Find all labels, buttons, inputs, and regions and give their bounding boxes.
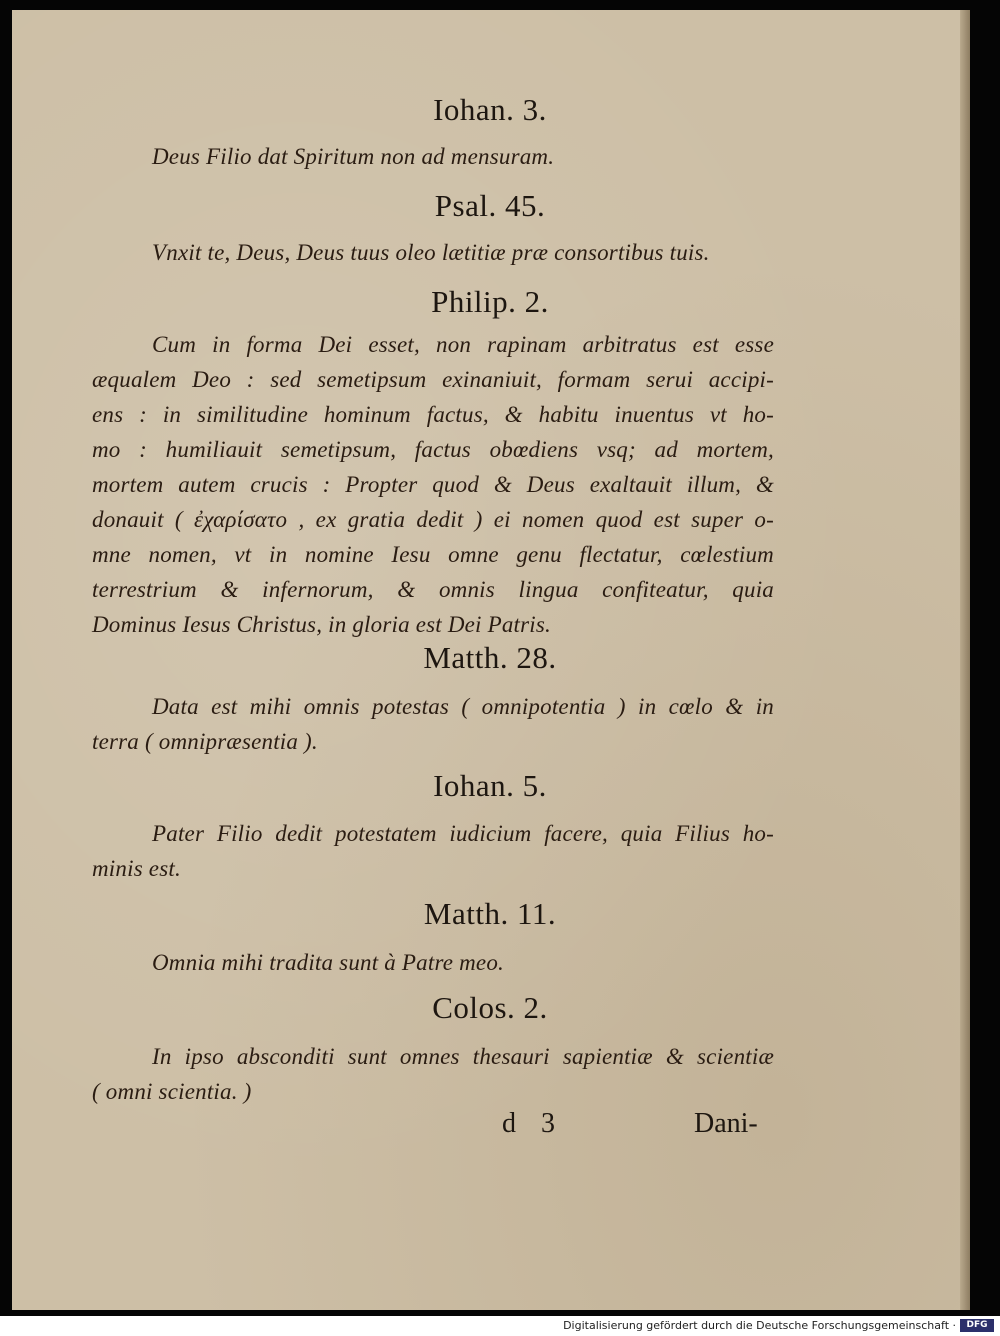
text-line: terra ( omnipræsentia ). [92,729,318,754]
heading-philip-2: Philip. 2. [431,284,549,319]
text-line: ens : in similitudine hominum factus, & habitu inuentus vt ho- [92,402,774,427]
heading-matth-28: Matth. 28. [423,640,557,675]
heading-matth-11: Matth. 11. [423,896,557,931]
text-line: mo : humiliauit semetipsum, factus obœdiens vsq; ad mortem, [92,437,774,462]
catchword: Dani- [694,1108,758,1139]
heading-iohan-3: Iohan. 3. [433,92,547,127]
text-line: Vnxit te, Deus, Deus tuus oleo lætitiæ præ consortibus tuis. [152,240,710,265]
book-page [12,10,968,1310]
text-line: æqualem Deo : sed semetipsum exinaniuit, formam serui accipi- [92,367,774,392]
text-line: mne nomen, vt in nomine Iesu omne genu flectatur, cœlestium [92,542,774,567]
text-line: In ipso absconditi sunt omnes thesauri sapientiæ & scientiæ [152,1044,774,1069]
dfg-logo-icon: DFG [960,1319,994,1332]
credit-bar [0,1316,1000,1336]
text-line: mortem autem crucis : Propter quod & Deus exaltauit illum, & [92,472,774,497]
signature-mark: d 3 [502,1108,555,1139]
credit-text: Digitalisierung gefördert durch die Deutsche Forschungsgemeinschaft · [563,1319,956,1332]
heading-iohan-5: Iohan. 5. [433,768,547,803]
text-line: Dominus Iesus Christus, in gloria est Dei Patris. [92,612,551,637]
text-line: Data est mihi omnis potestas ( omnipotentia ) in cœlo & in [152,694,774,719]
text-line: terrestrium & infernorum, & omnis lingua confiteatur, quia [92,577,774,602]
text-line: Deus Filio dat Spiritum non ad mensuram. [152,144,555,169]
text-line: ( omni scientia. ) [92,1079,252,1104]
heading-colos-2: Colos. 2. [432,990,548,1025]
text-line: minis est. [92,856,181,881]
heading-psal-45: Psal. 45. [434,188,546,223]
text-line: Cum in forma Dei esset, non rapinam arbitratus est esse [152,332,774,357]
text-line: Pater Filio dedit potestatem iudicium facere, quia Filius ho- [152,821,774,846]
text-line: donauit ( ἐχαρίσατο , ex gratia dedit ) ei nomen quod est super o- [92,507,774,532]
text-line: Omnia mihi tradita sunt à Patre meo. [152,950,504,975]
